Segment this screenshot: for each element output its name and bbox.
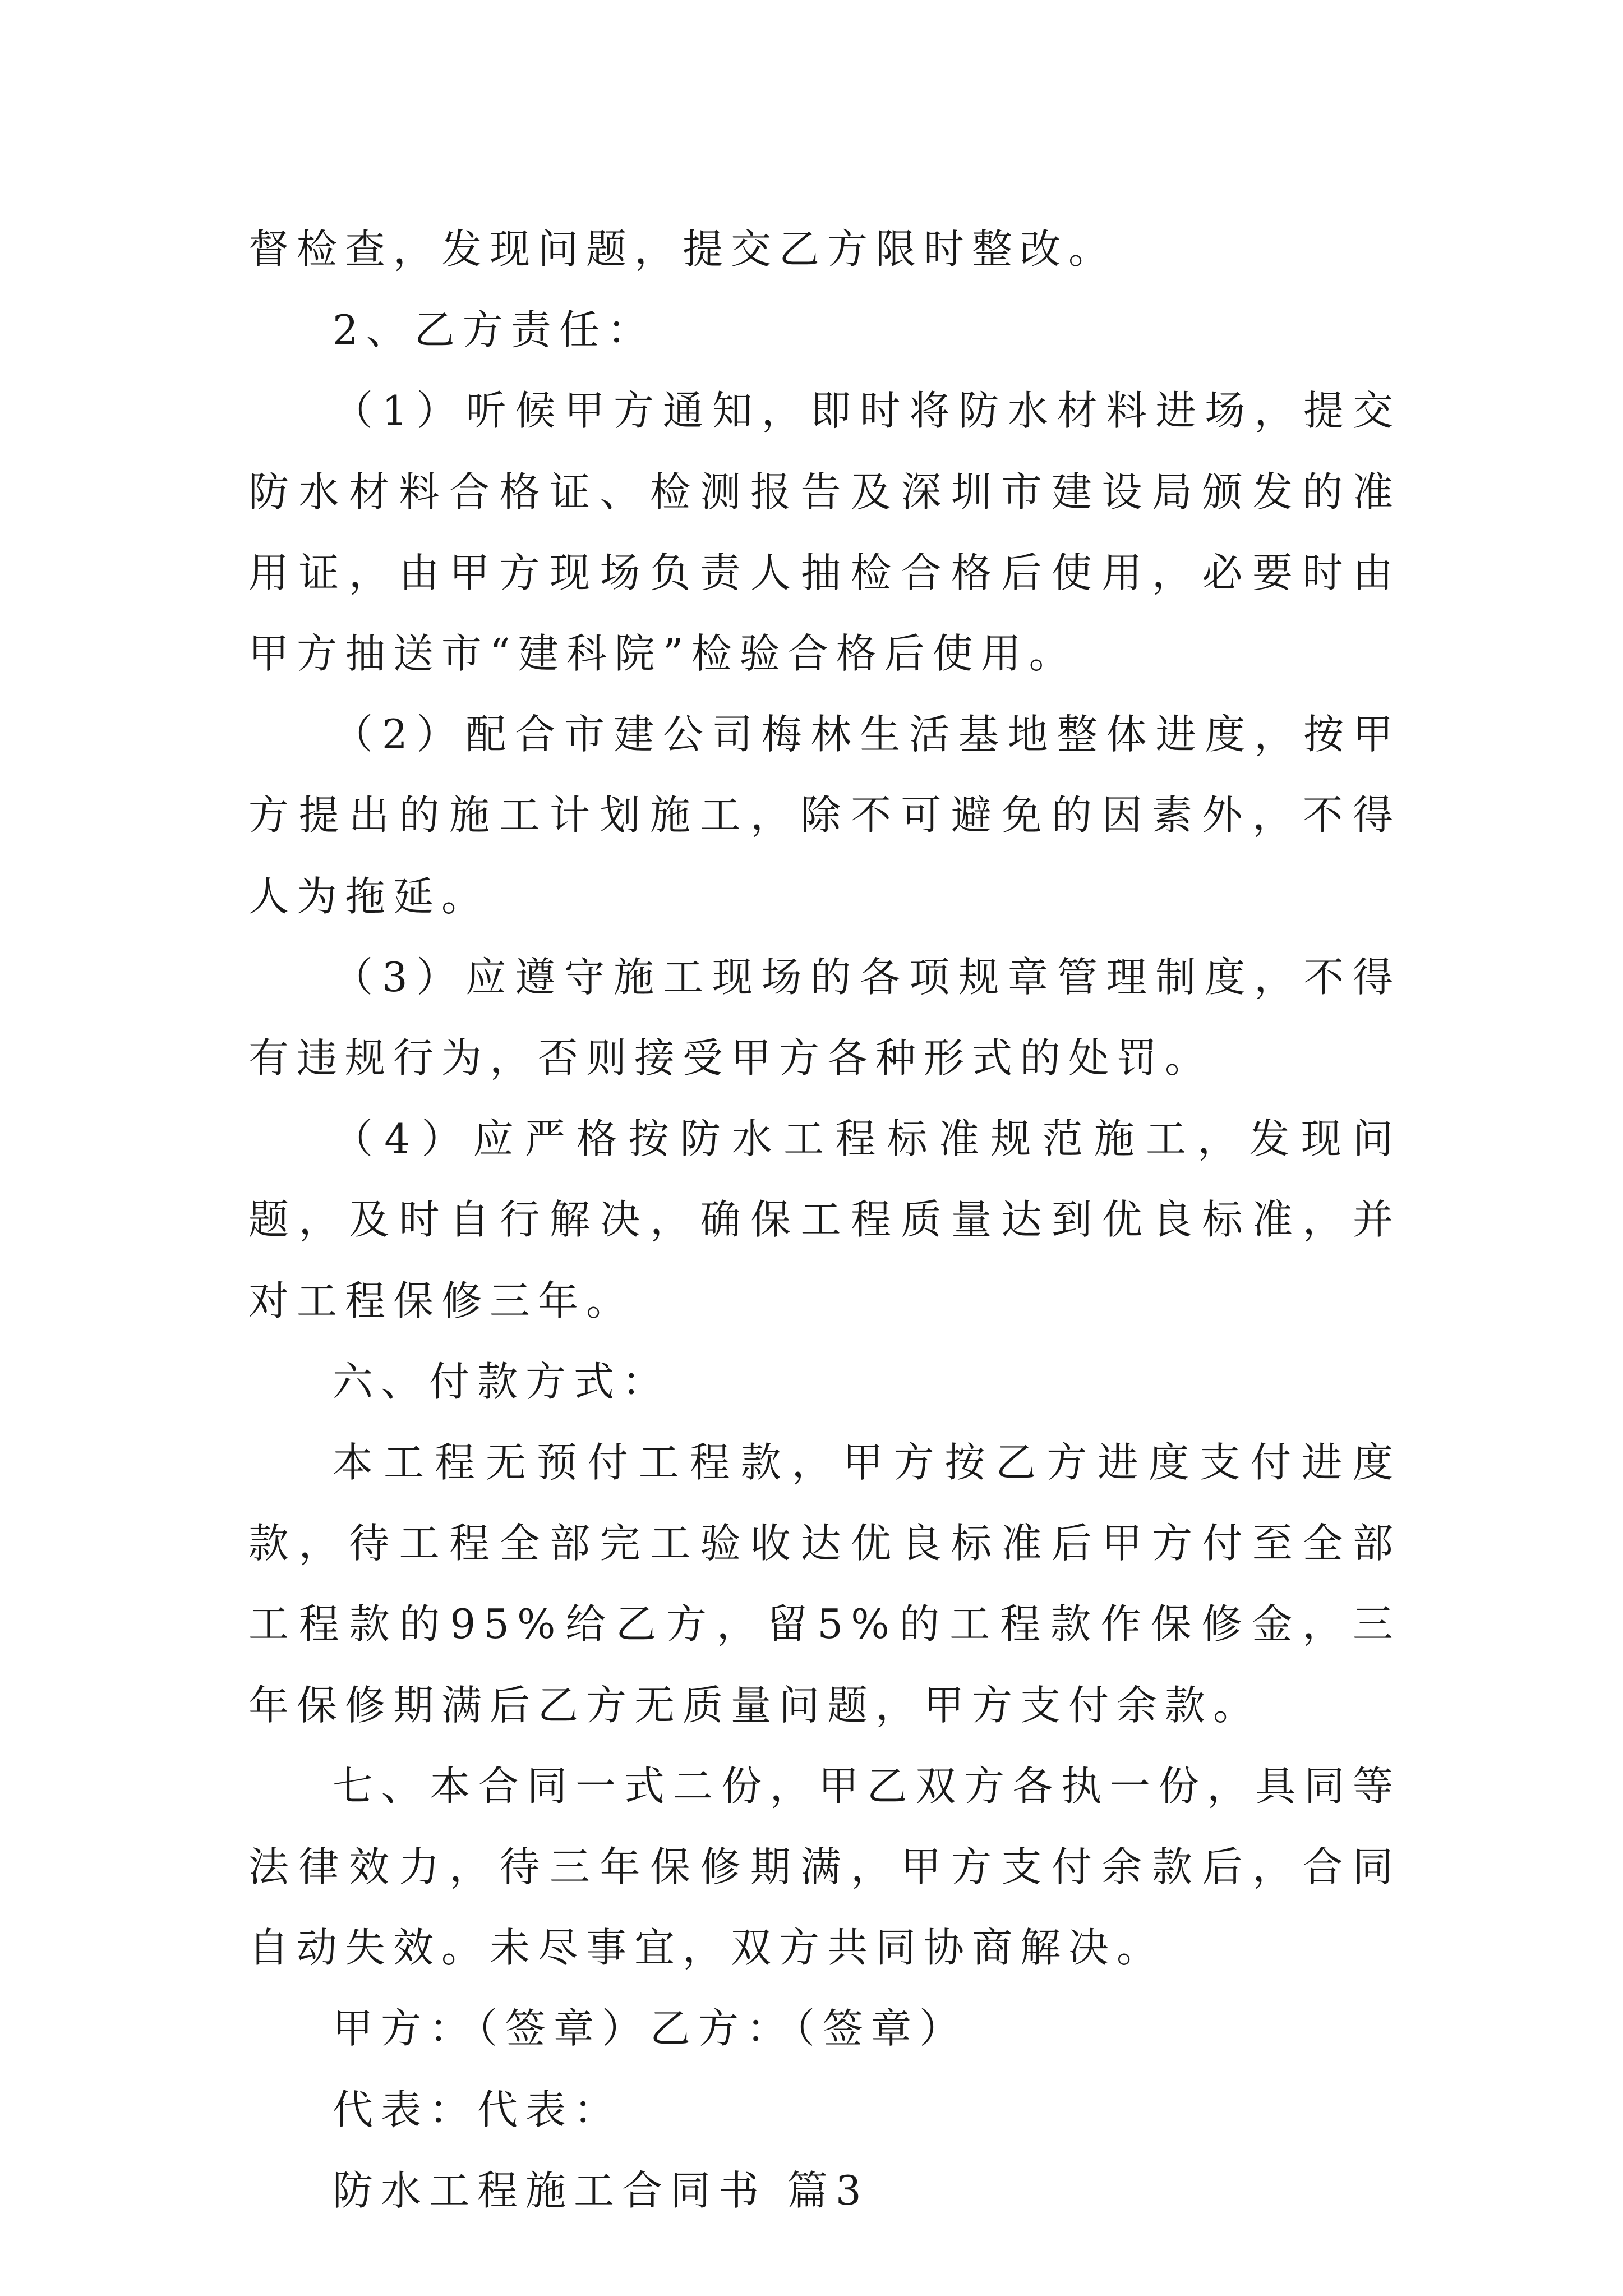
paragraph-continuation: 督检查，发现问题，提交乙方限时整改。 xyxy=(248,226,1117,273)
paragraph-item-4: （4）应严格按防水工程标准规范施工，发现问题，及时自行解决，确保工程质量达到优良标准，并对工程保修三年。 xyxy=(248,1115,1401,1324)
paragraph-item-1: （1）听候甲方通知，即时将防水材料进场，提交防水材料合格证、检测报告及深圳市建设局颁发的准用证，由甲方现场负责人抽检合格后使用，必要时由甲方抽送市“建科院”检验合格后使用。 xyxy=(248,387,1401,678)
paragraph-item-2: （2）配合市建公司梅林生活基地整体进度，按甲方提出的施工计划施工，除不可避免的因素外，不得人为拖延。 xyxy=(248,711,1401,920)
document-body xyxy=(248,209,1401,2231)
heading-payment-method: 六、付款方式： xyxy=(333,1358,671,1405)
section-title: 防水工程施工合同书 篇3 xyxy=(333,2166,869,2214)
paragraph-payment-terms: 本工程无预付工程款，甲方按乙方进度支付进度款，待工程全部完工验收达优良标准后甲方付至全部工程款的95%给乙方，留5%的工程款作保修金，三年保修期满后乙方无质量问题，甲方支付余款。 xyxy=(248,1439,1401,1729)
representative-line: 代表：代表： xyxy=(333,2086,623,2133)
signature-line: 甲方：（签章）乙方：（签章） xyxy=(333,2005,968,2053)
paragraph-item-3: （3）应遵守施工现场的各项规章管理制度，不得有违规行为，否则接受甲方各种形式的处罚。 xyxy=(248,953,1401,1082)
heading-party-b-responsibility: 2、乙方责任： xyxy=(333,306,656,354)
paragraph-contract-copies: 七、本合同一式二份，甲乙双方各执一份，具同等法律效力，待三年保修期满，甲方支付余款后，合同自动失效。未尽事宜，双方共同协商解决。 xyxy=(248,1762,1401,1972)
